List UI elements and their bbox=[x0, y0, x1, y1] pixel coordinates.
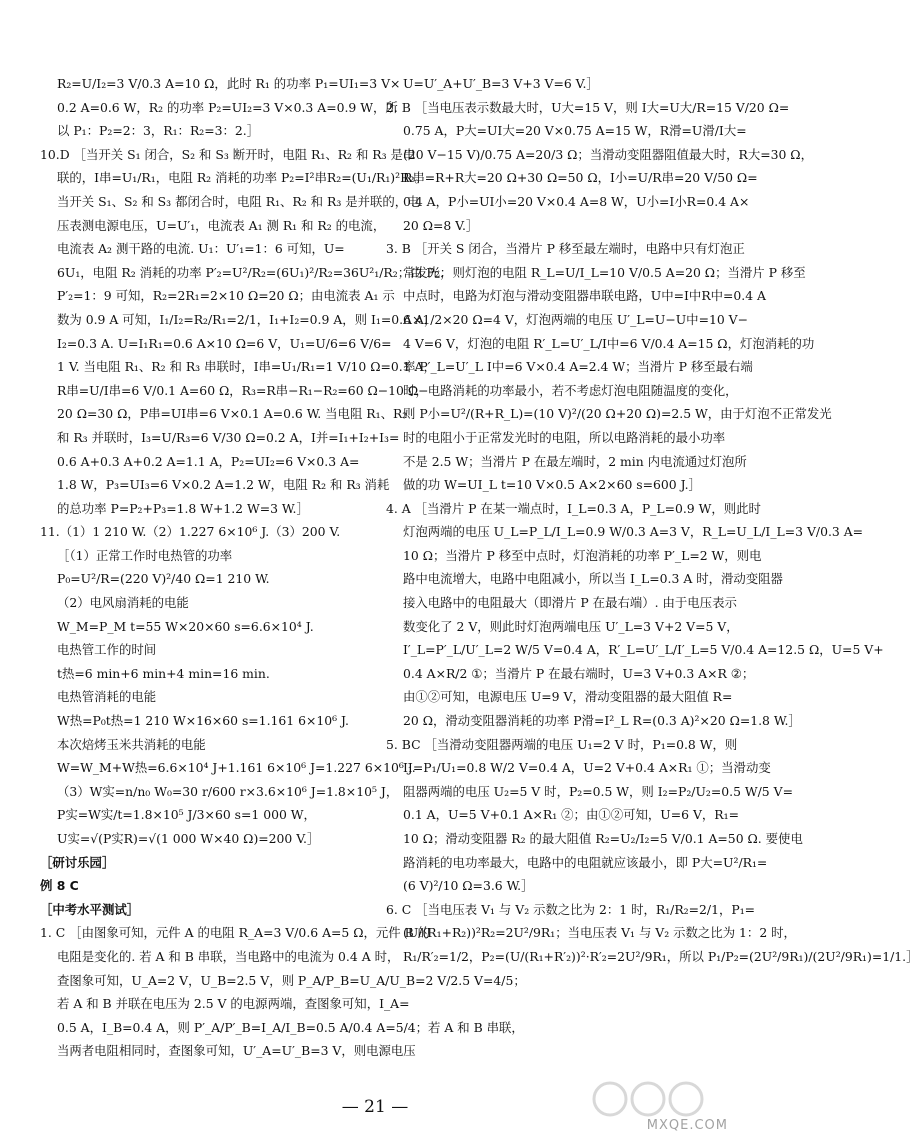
right-column-line: 20 Ω，滑动变阻器消耗的功率 P滑=I²_L R=(0.3 A)²×20 Ω=1.8 W.］ bbox=[403, 713, 801, 729]
right-column bbox=[386, 72, 919, 969]
left-column-line: 联的，I串=U₁/R₁，电阻 R₂ 消耗的功率 P₂=I²串R₂=(U₁/R₁)²R₂。 bbox=[57, 170, 427, 186]
right-column-line: 2. B ［当电压表示数最大时，U大=15 V，则 I大=U大/R=15 V/20 Ω= bbox=[386, 99, 790, 115]
left-column-line: （3）W实=n/n₀ W₀=30 r/600 r×3.6×10⁶ J=1.8×10⁵ J， bbox=[57, 783, 399, 799]
right-column-line: 5. BC ［当滑动变阻器两端的电压 U₁=2 V 时，P₁=0.8 W，则 bbox=[386, 736, 738, 752]
right-column-line: A×1/2×20 Ω=4 V，灯泡两端的电压 U′_L=U−U中=10 V− bbox=[403, 311, 748, 327]
left-column-line: 0.2 A=0.6 W，R₂ 的功率 P₂=UI₂=3 V×0.3 A=0.9 W，所 bbox=[57, 99, 398, 115]
right-column-line: 10 Ω；滑动变阻器 R₂ 的最大阻值 R₂=U₂/I₂=5 V/0.1 A=50 Ω. 要使电 bbox=[403, 831, 803, 846]
left-column-line: W=W_M+W热=6.6×10⁴ J+1.161 6×10⁶ J=1.227 6×10⁶ J. bbox=[57, 760, 416, 776]
left-column-line: 的总功率 P=P₂+P₃=1.8 W+1.2 W=3 W.］ bbox=[57, 500, 309, 516]
left-column-line: P′₂=1：9 可知，R₂=2R₁=2×10 Ω=20 Ω；由电流表 A₁ 示 bbox=[57, 288, 395, 304]
left-column-line: ［（1）正常工作时电热管的功率 bbox=[57, 547, 233, 563]
right-column-line: U=U′_A+U′_B=3 V+3 V=6 V.］ bbox=[403, 76, 599, 91]
right-column-line: 0.75 A，P大=UI大=20 V×0.75 A=15 W，R滑=U滑/I大= bbox=[403, 123, 747, 139]
left-column-line: 例 8 C bbox=[40, 878, 79, 894]
right-column-line: (20 V−15 V)/0.75 A=20/3 Ω；当滑动变阻器阻值最大时，R大=30 Ω， bbox=[403, 146, 813, 162]
right-column-line: 率 P′_L=U′_L I中=6 V×0.4 A=2.4 W；当滑片 P 移至最右端 bbox=[403, 359, 753, 375]
right-column-line: 常发光，则灯泡的电阻 R_L=U/I_L=10 V/0.5 A=20 Ω；当滑片 P 移至 bbox=[403, 264, 806, 280]
left-column-line: R₂=U/I₂=3 V/0.3 A=10 Ω，此时 R₁ 的功率 P₁=UI₁=3 V× bbox=[57, 76, 401, 91]
left-column-line: 6U₁，电阻 R₂ 消耗的功率 P′₂=U²/R₂=(6U₁)²/R₂=36U²₁/R₂；由 P₂： bbox=[57, 264, 453, 280]
left-column-line: W_M=P_M t=55 W×20×60 s=6.6×10⁴ J. bbox=[57, 618, 314, 634]
right-column-line: 阻器两端的电压 U₂=5 V 时，P₂=0.5 W，则 I₂=P₂/U₂=0.5 W/5 V= bbox=[403, 783, 793, 799]
left-column-line: 本次焙烤玉米共消耗的电能 bbox=[57, 736, 206, 752]
right-column-line: 数变化了 2 V，则此时灯泡两端电压 U′_L=3 V+2 V=5 V， bbox=[403, 618, 739, 634]
left-column-line: 当开关 S₁、S₂ 和 S₃ 都闭合时，电阻 R₁、R₂ 和 R₃ 是并联的，电 bbox=[57, 193, 420, 209]
left-column-line: t热=6 min+6 min+4 min=16 min. bbox=[57, 665, 270, 681]
left-column-line: P实=W实/t=1.8×10⁵ J/3×60 s=1 000 W， bbox=[57, 807, 316, 823]
right-column-line: I′_L=P′_L/U′_L=2 W/5 V=0.4 A，R′_L=U′_L/I′_L=5 V/0.4 A=12.5 Ω，U=5 V+ bbox=[403, 642, 884, 658]
right-column-line: (U/(R₁+R₂))²R₂=2U²/9R₁；当电压表 V₁ 与 V₂ 示数之比为 1：2 时， bbox=[403, 925, 796, 941]
right-column-line: 6. C ［当电压表 V₁ 与 V₂ 示数之比为 2：1 时，R₁/R₂=2/1，P₁= bbox=[386, 901, 756, 917]
left-column-line: U实=√(P实R)=√(1 000 W×40 Ω)=200 V.］ bbox=[57, 831, 320, 846]
left-column-line: ［中考水平测试］ bbox=[40, 901, 140, 917]
right-column-line: 10 Ω；当滑片 P 移至中点时，灯泡消耗的功率 P′_L=2 W，则电 bbox=[403, 547, 762, 563]
left-column-line: 压表测电源电压，U=U′₁，电流表 A₁ 测 R₁ 和 R₂ 的电流， bbox=[57, 217, 386, 233]
right-column-line: 3. B ［开关 S 闭合，当滑片 P 移至最左端时，电路中只有灯泡正 bbox=[386, 241, 745, 257]
right-column-line: R₁/R′₂=1/2，P₂=(U/(R₁+R′₂))²·R′₂=2U²/9R₁，所以 P₁/P₂=(2U²/9R₁)/(2U²/9R₁)=1/1.］ bbox=[403, 948, 919, 964]
left-column-line: （2）电风扇消耗的电能 bbox=[57, 595, 189, 611]
left-column-line: 电热管消耗的电能 bbox=[57, 689, 157, 705]
left-column-line: 以 P₁：P₂=2：3，R₁：R₂=3：2.］ bbox=[57, 123, 260, 139]
left-column-line: 20 Ω=30 Ω，P串=UI串=6 V×0.1 A=0.6 W. 当电阻 R₁、R₂ bbox=[57, 406, 408, 422]
left-column-line: ［研讨乐园］ bbox=[40, 854, 115, 870]
right-column-line: 时，电路消耗的功率最小，若不考虑灯泡电阻随温度的变化， bbox=[403, 382, 738, 398]
left-column-line: 1. C ［由图象可知，元件 A 的电阻 R_A=3 V/0.6 A=5 Ω，元件 B 的 bbox=[40, 925, 431, 941]
left-column-line: P₀=U²/R=(220 V)²/40 Ω=1 210 W. bbox=[57, 571, 270, 587]
watermark-text: MXQE.COM bbox=[646, 1118, 728, 1133]
right-column-line: 20 Ω=8 V.］ bbox=[403, 217, 479, 233]
left-column-line: 0.6 A+0.3 A+0.2 A=1.1 A，P₂=UI₂=6 V×0.3 A= bbox=[57, 453, 360, 469]
right-column-line: 路消耗的电功率最大，电路中的电阻就应该最小，即 P大=U²/R₁= bbox=[403, 854, 768, 870]
left-column-line: 电阻是变化的. 若 A 和 B 串联，当电路中的电流为 0.4 A 时， bbox=[57, 948, 400, 964]
left-column-line: 1 V. 当电阻 R₁、R₂ 和 R₃ 串联时，I串=U₁/R₁=1 V/10 Ω=0.1 A， bbox=[57, 359, 436, 375]
left-column-line: 10.D ［当开关 S₁ 闭合，S₂ 和 S₃ 断开时，电阻 R₁、R₂ 和 R₃ 是串 bbox=[40, 146, 416, 162]
right-column-line: (6 V)²/10 Ω=3.6 W.］ bbox=[403, 878, 534, 894]
left-column-line: 查图象可知，U_A=2 V，U_B=2.5 V，则 P_A/P_B=U_A/U_B=2 V/2.5 V=4/5； bbox=[57, 972, 526, 988]
right-column-line: 不是 2.5 W；当滑片 P 在最左端时，2 min 内电流通过灯泡所 bbox=[403, 453, 747, 469]
right-column-line: 0.4 A，P小=UI小=20 V×0.4 A=8 W，U小=I小R=0.4 A× bbox=[403, 193, 750, 209]
right-column-line: 4. A ［当滑片 P 在某一端点时，I_L=0.3 A，P_L=0.9 W，则此时 bbox=[386, 500, 761, 516]
left-column-line: W热=P₀t热=1 210 W×16×60 s=1.161 6×10⁶ J. bbox=[57, 713, 349, 729]
left-column-line: 和 R₃ 并联时，I₃=U/R₃=6 V/30 Ω=0.2 A，I并=I₁+I₂+I₃= bbox=[57, 429, 400, 445]
right-column-line: 由①②可知，电源电压 U=9 V，滑动变阻器的最大阻值 R= bbox=[403, 689, 733, 705]
left-column-line: I₂=0.3 A. U=I₁R₁=0.6 A×10 Ω=6 V，U₁=U/6=6 V/6= bbox=[57, 335, 392, 351]
left-column-line: 11.（1）1 210 W.（2）1.227 6×10⁶ J.（3）200 V. bbox=[40, 524, 341, 540]
left-column-line: 若 A 和 B 并联在电压为 2.5 V 的电源两端，查图象可知，I_A= bbox=[57, 996, 410, 1012]
right-column-line: 中点时，电路为灯泡与滑动变阻器串联电路，U中=I中R中=0.4 A bbox=[403, 288, 767, 304]
left-column-line: 电流表 A₂ 测干路的电流. U₁：U′₁=1：6 可知，U= bbox=[57, 241, 345, 257]
left-column-line: 当两者电阻相同时，查图象可知，U′_A=U′_B=3 V，则电源电压 bbox=[57, 1043, 416, 1059]
page-number: — 21 — bbox=[341, 1097, 409, 1117]
right-column-line: 0.1 A，U=5 V+0.1 A×R₁ ②；由①②可知，U=6 V，R₁= bbox=[403, 807, 739, 823]
right-column-line: R串=R+R大=20 Ω+30 Ω=50 Ω，I小=U/R串=20 V/50 Ω= bbox=[403, 170, 758, 186]
left-column-line: R串=U/I串=6 V/0.1 A=60 Ω，R₃=R串−R₁−R₂=60 Ω−10 Ω− bbox=[57, 382, 429, 398]
right-column-line: 0.4 A×R/2 ①；当滑片 P 在最右端时，U=3 V+0.3 A×R ②； bbox=[403, 665, 755, 681]
right-column-line: 路中电流增大，电路中电阻减小，所以当 I_L=0.3 A 时，滑动变阻器 bbox=[403, 571, 783, 587]
left-column-line: 数为 0.9 A 可知，I₁/I₂=R₂/R₁=2/1，I₁+I₂=0.9 A，则 I₁=0.6 A， bbox=[57, 311, 437, 327]
right-column-line: I₁=P₁/U₁=0.8 W/2 V=0.4 A，U=2 V+0.4 A×R₁ ①；当滑动变 bbox=[403, 760, 771, 776]
right-column-line: 做的功 W=UI_L t=10 V×0.5 A×2×60 s=600 J.］ bbox=[403, 477, 701, 493]
left-column-line: 0.5 A，I_B=0.4 A，则 P′_A/P′_B=I_A/I_B=0.5 A/0.4 A=5/4；若 A 和 B 串联， bbox=[57, 1019, 524, 1035]
left-column-line: 1.8 W，P₃=UI₃=6 V×0.2 A=1.2 W，电阻 R₂ 和 R₃ 消耗 bbox=[57, 477, 390, 493]
right-column-line: 则 P小=U²/(R+R_L)=(10 V)²/(20 Ω+20 Ω)=2.5 W，由于灯泡不正常发光 bbox=[403, 406, 832, 422]
right-column-line: 接入电路中的电阻最大（即滑片 P 在最右端）. 由于电压表示 bbox=[403, 595, 737, 611]
left-column-line: 电热管工作的时间 bbox=[57, 642, 157, 658]
right-column-line: 4 V=6 V，灯泡的电阻 R′_L=U′_L/I中=6 V/0.4 A=15 Ω，灯泡消耗的功 bbox=[403, 335, 815, 351]
right-column-line: 时的电阻小于正常发光时的电阻，所以电路消耗的最小功率 bbox=[403, 429, 726, 445]
right-column-line: 灯泡两端的电压 U_L=P_L/I_L=0.9 W/0.3 A=3 V，R_L=U_L/I_L=3 V/0.3 A= bbox=[403, 524, 864, 540]
